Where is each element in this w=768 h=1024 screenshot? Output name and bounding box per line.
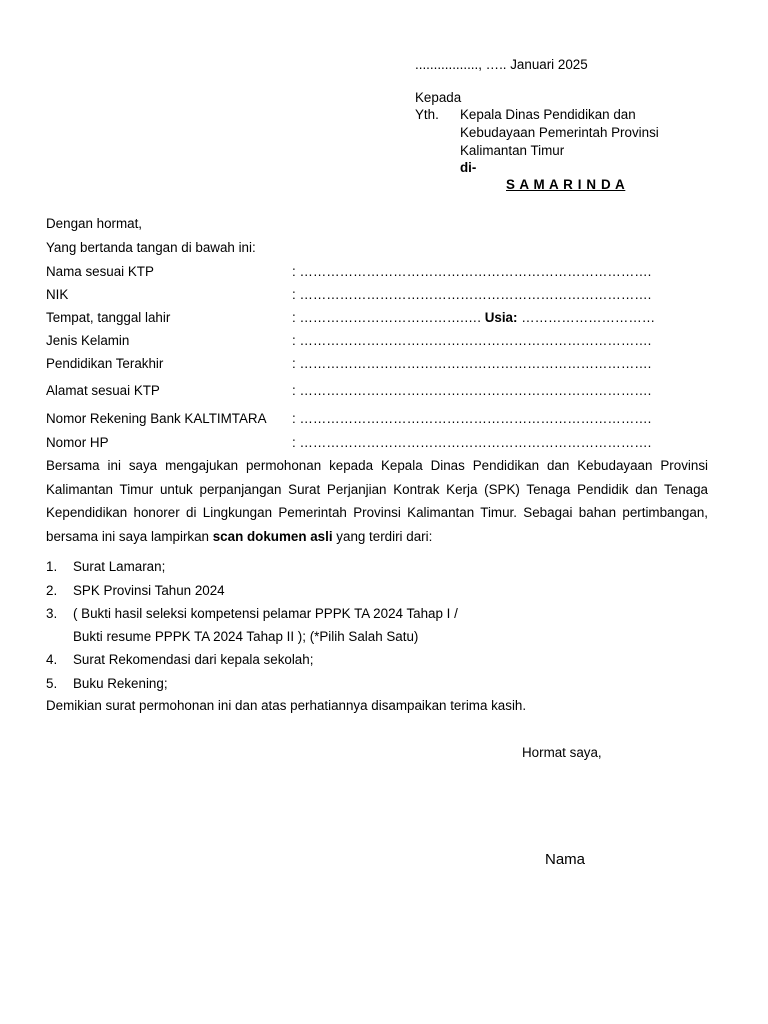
- closing-text: Demikian surat permohonan ini dan atas perhatiannya disampaikan terima kasih.: [46, 698, 527, 713]
- regards-label: Hormat saya,: [522, 745, 602, 760]
- field-label-hp: Nomor HP: [46, 435, 109, 450]
- field-label-jenis-kelamin: Jenis Kelamin: [46, 333, 130, 348]
- intro-line: Yang bertanda tangan di bawah ini:: [46, 240, 256, 255]
- field-value-hp: : …………………………………………………………………….: [292, 435, 652, 450]
- usia-dots: …………………………: [521, 310, 656, 325]
- list-item: ( Bukti hasil seleksi kompetensi pelamar PPPK TA 2024 Tahap I /: [73, 606, 458, 621]
- field-value-nik: : …………………………………………………………………….: [292, 287, 652, 302]
- field-label-rekening: Nomor Rekening Bank KALTIMTARA: [46, 411, 267, 426]
- list-number: 1.: [46, 559, 58, 574]
- field-label-nama: Nama sesuai KTP: [46, 264, 154, 279]
- field-label-ttl: Tempat, tanggal lahir: [46, 310, 171, 325]
- list-item: SPK Provinsi Tahun 2024: [73, 583, 225, 598]
- field-value-ttl: [292, 310, 655, 326]
- field-value-alamat: : …………………………………………………………………….: [292, 383, 652, 398]
- recipient-line-2: Kebudayaan Pemerintah Provinsi: [460, 125, 659, 140]
- usia-label: Usia:: [484, 310, 518, 325]
- request-paragraph: [46, 454, 708, 548]
- list-item-continuation: Bukti resume PPPK TA 2024 Tahap II ); (*Pilih Salah Satu): [73, 629, 419, 644]
- list-number: 3.: [46, 606, 58, 621]
- para-text-after: yang terdiri dari:: [336, 528, 433, 544]
- city-label: S A M A R I N D A: [506, 177, 626, 192]
- list-number: 5.: [46, 676, 58, 691]
- signature-name: Nama: [545, 851, 586, 868]
- field-label-nik: NIK: [46, 287, 69, 302]
- list-number: 2.: [46, 583, 58, 598]
- recipient-line-3: Kalimantan Timur: [460, 143, 565, 158]
- di-label: di-: [460, 160, 477, 175]
- field-label-pendidikan: Pendidikan Terakhir: [46, 356, 164, 371]
- list-item: Buku Rekening;: [73, 676, 168, 691]
- salutation: Dengan hormat,: [46, 216, 143, 231]
- field-label-alamat: Alamat sesuai KTP: [46, 383, 160, 398]
- list-item: Surat Lamaran;: [73, 559, 166, 574]
- field-value-pendidikan: : …………………………………………………………………….: [292, 356, 652, 371]
- ttl-dots: : ……………………………….….: [292, 310, 481, 325]
- date-line: ................., ….. Januari 2025: [415, 57, 588, 72]
- para-bold: scan dokumen asli: [212, 528, 333, 544]
- field-value-nama: : …………………………………………………………………….: [292, 264, 652, 279]
- list-number: 4.: [46, 652, 58, 667]
- field-value-rekening: : …………………………………………………………………….: [292, 411, 652, 426]
- para-text-before: Bersama ini saya mengajukan permohonan kepada Kepala Dinas Pendidikan dan Kebudayaan Provinsi Kalimantan Timur untuk perpanjangan Surat Perjanjian Kontrak Kerja (SPK) Tenaga Pendidik dan Tenaga Kependidikan honorer di Lingkungan Pemerintah Provinsi Kalimantan Timur. Sebagai bahan pertimbangan, bersama ini saya lampirkan: [46, 458, 708, 544]
- kepada-label: Kepada: [415, 90, 462, 105]
- recipient-line-1: Kepala Dinas Pendidikan dan: [460, 107, 636, 122]
- list-item: Surat Rekomendasi dari kepala sekolah;: [73, 652, 314, 667]
- yth-label: Yth.: [415, 107, 439, 122]
- field-value-jenis-kelamin: : …………………………………………………………………….: [292, 333, 652, 348]
